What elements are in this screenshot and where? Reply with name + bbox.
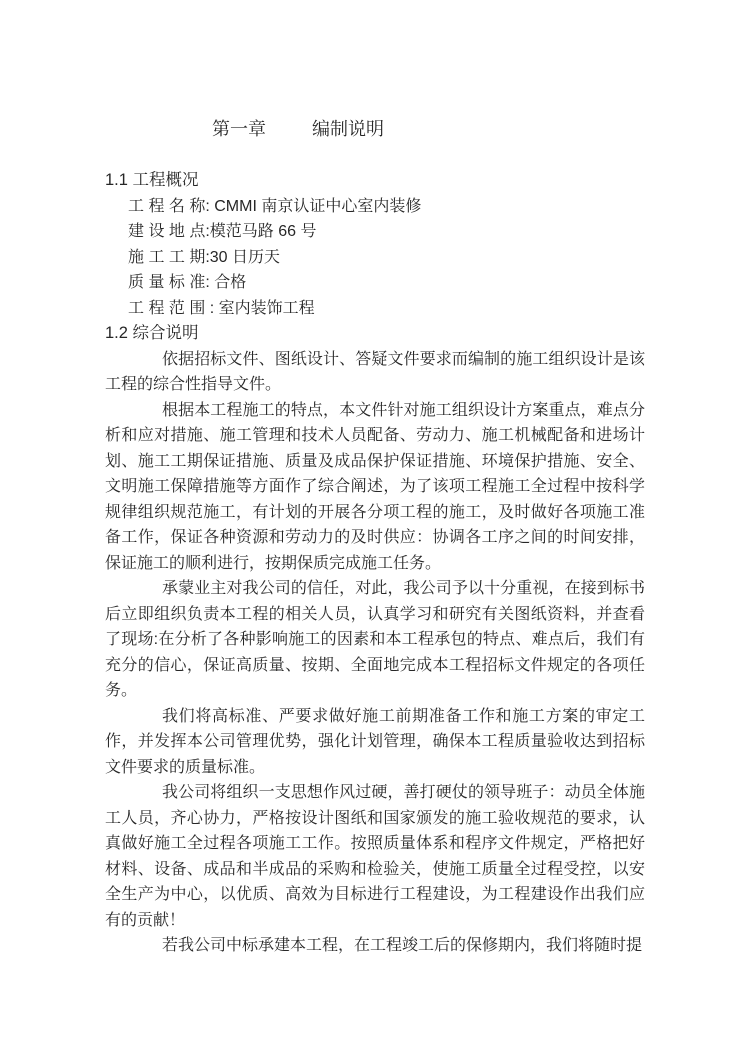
chapter-title-text: 编制说明 — [312, 119, 384, 139]
chapter-heading — [212, 116, 645, 142]
section-heading-1-1: 1.1 工程概况 — [105, 171, 199, 189]
paragraph: 承蒙业主对我公司的信任，对此，我公司予以十分重视，在接到标书后立即组织负责本工程的相关人员，认真学习和研究有关图纸资料，并查看了现场:在分析了各种影响施工的因素和本工程承包的特点、难点后，我们有充分的信心，保证高质量、按期、全面地完成本工程招标文件规定的各项任务。 — [105, 580, 645, 699]
paragraph: 若我公司中标承建本工程，在工程竣工后的保修期内，我们将随时提 — [162, 937, 643, 954]
field-construction-site: 建 设 地 点:模范马路 66 号 — [128, 223, 317, 240]
section-1-2-body — [105, 347, 645, 959]
field-project-scope: 工 程 范 围 : 室内装饰工程 — [128, 299, 315, 317]
paragraph: 依据招标文件、图纸设计、答疑文件要求而编制的施工组织设计是该工程的综合性指导文件。 — [105, 350, 645, 393]
section-heading-1-2: 1.2 综合说明 — [105, 324, 199, 342]
paragraph: 我公司将组织一支思想作风过硬，善打硬仗的领导班子：动员全体施工人员，齐心协力，严格按设计图纸和国家颁发的施工验收规范的要求，认真做好施工全过程各项施工工作。按照质量体系和程序文件规定，严格把好材料、设备、成品和半成品的采购和检验关，使施工质量全过程受控，以安全生产为中心，以优质、高效为目标进行工程建设，为工程建设作出我们应有的贡献！ — [105, 784, 645, 929]
project-info-fields — [128, 194, 645, 322]
paragraph: 根据本工程施工的特点，本文件针对施工组织设计方案重点，难点分析和应对措施、施工管理和技术人员配备、劳动力、施工机械配备和进场计划、施工工期保证措施、质量及成品保护保证措施、环境保护措施、安全、文明施工保障措施等方面作了综合阐述，为了该项工程施工全过程中按科学规律组织规范施工，有计划的开展各分项工程的施工，及时做好各项施工准备工作，保证各种资源和劳动力的及时供应：协调各工序之间的时间安排，保证施工的顺利进行，按期保质完成施工任务。 — [105, 401, 645, 572]
paragraph: 我们将高标准、严要求做好施工前期准备工作和施工方案的审定工作，并发挥本公司管理优势，强化计划管理，确保本工程质量验收达到招标文件要求的质量标准。 — [105, 707, 645, 776]
chapter-number: 第一章 — [212, 119, 266, 139]
field-construction-period: 施 工 工 期:30 日历天 — [128, 248, 281, 266]
field-quality-standard: 质 量 标 准: 合格 — [128, 274, 247, 291]
field-project-name: 工 程 名 称: CMMI 南京认证中心室内装修 — [128, 197, 422, 215]
